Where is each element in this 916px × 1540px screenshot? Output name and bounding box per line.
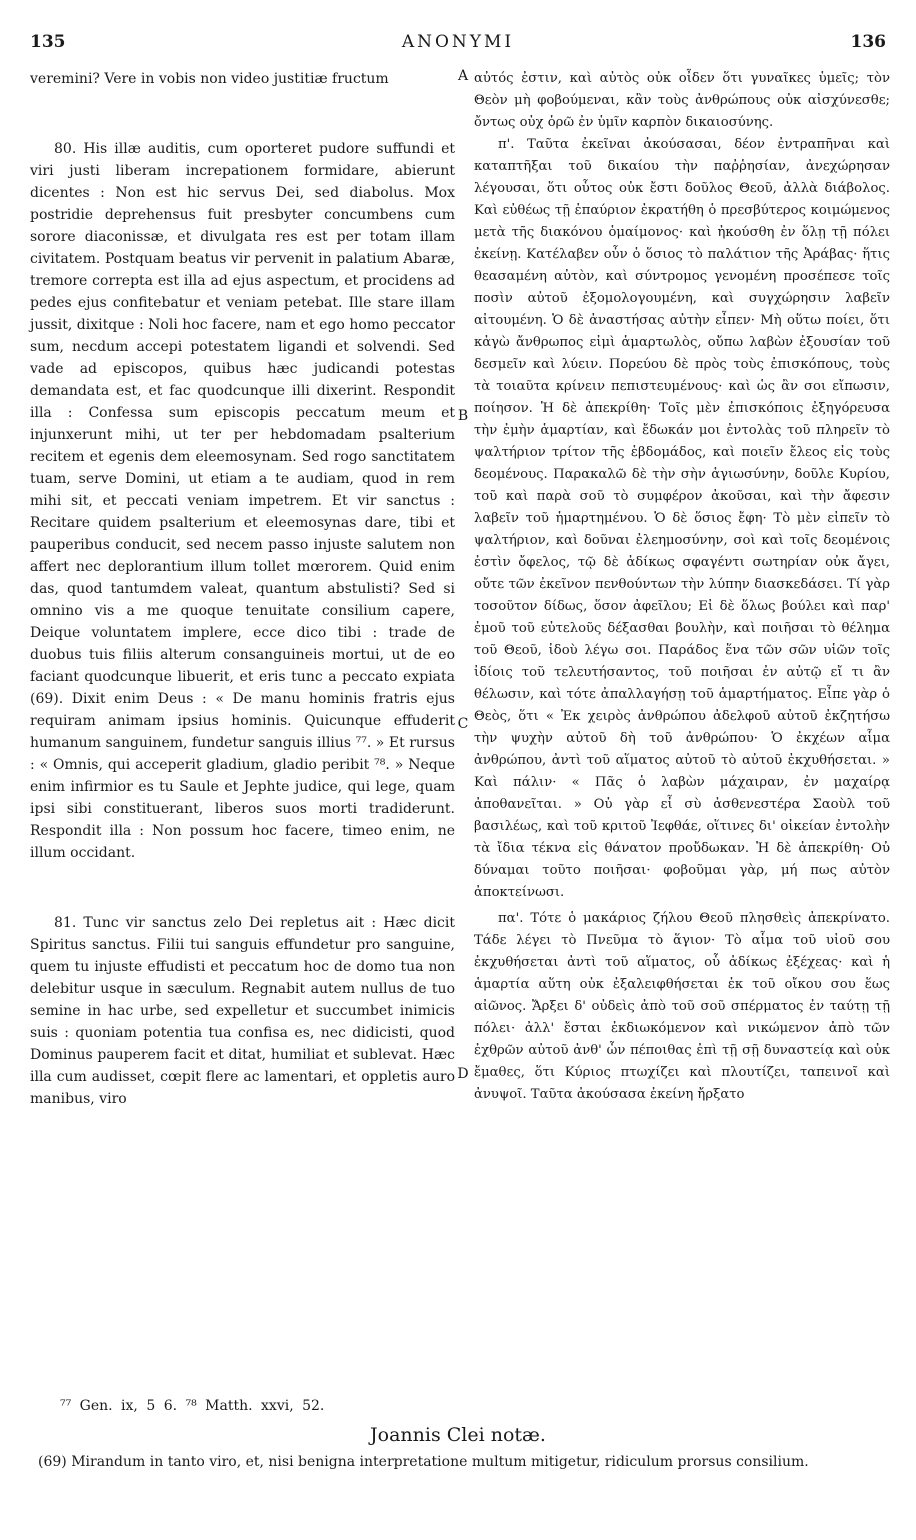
running-header	[30, 32, 886, 62]
margin-letter-d: D	[457, 1066, 469, 1082]
page-number-left: 135	[30, 32, 66, 52]
greek-column	[474, 68, 890, 1106]
margin-letter-c: C	[457, 716, 469, 732]
latin-column	[30, 68, 455, 1110]
margin-letter-b: B	[457, 408, 469, 424]
latin-paragraph-80: 80. His illæ auditis, cum oporteret pudore suffundi et viri justi liberam increpationem formidare, abierunt dicentes : Non est hic servus Dei, sed diabolus. Mox postridie deprehensus fuit presbyter concumbens cum sorore diaconissæ, et divulgata res est per totam illam civitatem. Postquam beatus vir pervenit in palatium Abaræ, tremore correpta est illa ad ejus aspectum, et procidens ad pedes ejus confitebatur et veniam petebat. Ille stare illam jussit, dixitque : Noli hoc facere, nam et ego homo peccator sum, necdum accepi potestatem ligandi et solvendi. Sed vade ad episcopos, quibus hæc judicandi potestas demandata est, et fac quodcunque illi dixerint. Respondit illa : Confessa sum episcopis peccatum meum et injunxerunt mihi, ut ter per hebdomadam psalterium recitem et egenis dem eleemosynam. Sed rogo sanctitatem tuam, serve Domini, ut etiam a te audiam, quod in rem mihi sit, et peccati veniam impetrem. Et vir sanctus : Recitare quidem psalterium et eleemosynas dare, tibi et pauperibus conducit, sed necem passo injuste salutem non affert nec deplorantium illum tollet mœrorem. Quid enim das, quod tantumdem valeat, quantum abstulisti? Sed si omnino vis a me quoque tenuitate consilium capere, Deique voluntatem implere, ecce dico tibi : trade de duobus tuis filiis alterum consanguineis mortui, ut de eo faciant quodcunque libuerit, et eris tunc a peccato expiata (69). Dixit enim Deus : « De manu hominis fratris ejus requiram animam ipsius hominis. Quicunque effuderit humanum sanguinem, fundetur sanguis illius ⁷⁷. » Et rursus : « Omnis, qui acceperit gladium, gladio peribit ⁷⁸. » Neque enim infirmior es tu Saule et Jephte judice, qui lege, quam ipsi sibi constituerant, liberos suos morti tradiderunt. Respondit illa : Non possum hoc facere, timeo enim, ne illum occidant.	[30, 141, 455, 861]
margin-letter-a: A	[457, 68, 469, 84]
running-title: ANONYMI	[401, 32, 515, 52]
latin-paragraph-81: 81. Tunc vir sanctus zelo Dei repletus ait : Hæc dicit Spiritus sanctus. Filii tui sanguis effundetur pro sanguine, quem tu injuste effudisti et peccatum hoc de domo tua non delebitur usque in sæculum. Regnabit autem nullus de tuo semine in hac urbe, sed expelletur et succumbet inimicis suis : quoniam potentia tua confisa es, nec didicisti, quod Dominus pauperem facit et ditat, humiliat et sublevat. Hæc illa cum audisset, cœpit flere ac lamentari, et oppletis auro manibus, viro	[30, 915, 455, 1107]
greek-paragraph-81: πα'. Τότε ὁ μακάριος ζήλου Θεοῦ πλησθεὶς ἀπεκρίνατο. Τάδε λέγει τὸ Πνεῦμα τὸ ἅγιον· Τὸ αἷμα τοῦ υἱοῦ σου ἐκχυθήσεται ἀντὶ τοῦ αἵματος, οὗ ἀδίκως ἐξέχεας· καὶ ἡ ἁμαρτία αὕτη οὐκ ἐξαλειφθήσεται ἐκ τοῦ οἴκου σου ἕως αἰῶνος. Ἄρξει δ' οὐδεὶς ἀπὸ τοῦ σοῦ σπέρματος ἐν ταύτῃ τῇ πόλει· ἀλλ' ἔσται ἐκδιωκόμενον καὶ νικώμενον ἀπὸ τῶν ἐχθρῶν αὐτοῦ ἀνθ' ὧν πέποιθας ἐπὶ τῇ σῇ δυναστείᾳ καὶ οὐκ ἔμαθες, ὅτι Κύριος πτωχίζει καὶ πλουτίζει, ταπεινοῖ καὶ ἀνυψοῖ. Ταῦτα ἀκούσασα ἐκείνη ἤρξατο	[474, 911, 890, 1102]
greek-paragraph-continued: αὐτός ἐστιν, καὶ αὐτὸς οὐκ οἶδεν ὅτι γυναῖκες ὑμεῖς; τὸν Θεὸν μὴ φοβούμεναι, κἂν τοὺς ἀνθρώπους οὐκ αἰσχύνεσθε; ὄντως οὐχ ὁρῶ ἐν ὑμῖν καρπὸν δικαιοσύνης.	[474, 71, 890, 130]
page-number-right: 136	[850, 32, 886, 52]
greek-paragraph-80: π'. Ταῦτα ἐκεῖναι ἀκούσασαι, δέον ἐντραπῆναι καὶ καταπτῆξαι τοῦ δικαίου τὴν παῤῥησίαν, ἀνεχώρησαν λέγουσαι, ὅτι οὗτος οὐκ ἔστι δοῦλος Θεοῦ, ἀλλὰ διάβολος. Καὶ εὐθέως τῇ ἐπαύριον ἐκρατήθη ὁ πρεσβύτερος κοιμώμενος μετὰ τῆς διακόνου ὁμαίμονος· καὶ ἠκούσθη ἐν ὅλῃ τῇ πόλει ἐκείνῃ. Κατέλαβεν οὖν ὁ ὅσιος τὸ παλάτιον τῆς Ἀράβας· ἥτις θεασαμένη αὐτὸν, καὶ σύντρομος γενομένη προσέπεσε τοῖς ποσὶν αὐτοῦ ἐξομολογουμένη, καὶ συγχώρησιν λαβεῖν αἰτουμένη. Ὁ δὲ ἀναστήσας αὐτὴν εἶπεν· Μὴ οὕτω ποίει, ὅτι κἀγὼ ἄνθρωπος εἰμὶ ἁμαρτωλὸς, οὔπω λαβὼν ἐξουσίαν τοῦ δεσμεῖν καὶ λύειν. Πορεύου δὲ πρὸς τοὺς ἐπισκόπους, τοὺς τὰ τοιαῦτα κρίνειν πεπιστευμένους· καὶ ὡς ἂν σοι εἴπωσιν, ποίησον. Ἡ δὲ ἀπεκρίθη· Τοῖς μὲν ἐπισκόποις ἐξηγόρευσα τὴν ἐμὴν ἁμαρτίαν, καὶ ἔδωκάν μοι ἐντολὰς τοῦ πληρεῖν τὸ ψαλτήριον τρίτον τῆς ἑβδομάδος, καὶ ποιεῖν ἔλεος εἰς τοὺς δεομένους. Παρακαλῶ δὲ τὴν σὴν ἁγιωσύνην, δοῦλε Κυρίου, τοῦ καὶ παρὰ σοῦ τὸ συμφέρον ἀκοῦσαι, καὶ τὴν ἄφεσιν λαβεῖν τοῦ ἡμαρτημένου. Ὁ δὲ ὅσιος ἔφη· Τὸ μὲν εἰπεῖν τὸ ψαλτήριον, καὶ δοῦναι ἐλεημοσύνην, σοὶ καὶ τοῖς δεομένοις ἐστὶν ὄφελος, τῷ δὲ ἀδίκως σφαγέντι σωτηρίαν οὐκ ἄγει, οὔτε τῶν ἐκεῖνον πενθούντων τὴν λύπην διασκεδάσει. Τί γὰρ τοσοῦτον δίδως, ὅσον ἀφεῖλου; Εἰ δὲ ὅλως βούλει καὶ παρ' ἐμοῦ τοῦ εὐτελοῦς δέξασθαι βουλὴν, καὶ ποιῆσαι τὸ θέλημα τοῦ Θεοῦ, ἰδοὺ λέγω σοι. Παράδος ἕνα τῶν σῶν υἱῶν τοῖς ἰδίοις τοῦ τελευτήσαντος, τοῦ ποιῆσαι ἐν αὐτῷ εἴ τι ἂν θέλωσιν, καὶ τότε ἀπαλλαγήσῃ τοῦ ἁμαρτήματος. Εἶπε γὰρ ὁ Θεὸς, ὅτι « Ἐκ χειρὸς ἀνθρώπου ἀδελφοῦ αὐτοῦ ἐκζητήσω τὴν ψυχὴν αὐτοῦ δὴ τοῦ ἀνθρώπου· Ὁ ἐκχέων αἷμα ἀνθρώπου, ἀντὶ τοῦ αἵματος αὐτοῦ τὸ αὐτοῦ ἐκχυθήσεται. » Καὶ πάλιν· « Πᾶς ὁ λαβὼν μάχαιραν, ἐν μαχαίρᾳ ἀποθανεῖται. » Οὐ γὰρ εἶ σὺ ἀσθενεστέρα Σαοὺλ τοῦ βασιλέως, καὶ τοῦ κριτοῦ Ἰεφθάε, οἵτινες δι' οἰκείαν ἐντολὴν τὰ ἴδια τέκνα εἰς θάνατον προὔδωκαν. Ἡ δὲ ἀπεκρίθη· Οὐ δύναμαι τοῦτο ποιῆσαι· φοβοῦμαι γὰρ, μή πως αὐτὸν ἀποκτείνωσι.	[474, 137, 890, 900]
note-69: (69) Mirandum in tanto viro, et, nisi benigna interpretatione multum mitigetur, ridiculum prorsus consilium.	[38, 1454, 809, 1470]
latin-paragraph-continued: veremini? Vere in vobis non video justitiæ fructum	[30, 71, 389, 87]
footnotes: ⁷⁷ Gen. ix, 5 6. ⁷⁸ Matth. xxvi, 52.	[60, 1398, 325, 1414]
notes-heading: Joannis Clei notæ.	[370, 1424, 546, 1446]
